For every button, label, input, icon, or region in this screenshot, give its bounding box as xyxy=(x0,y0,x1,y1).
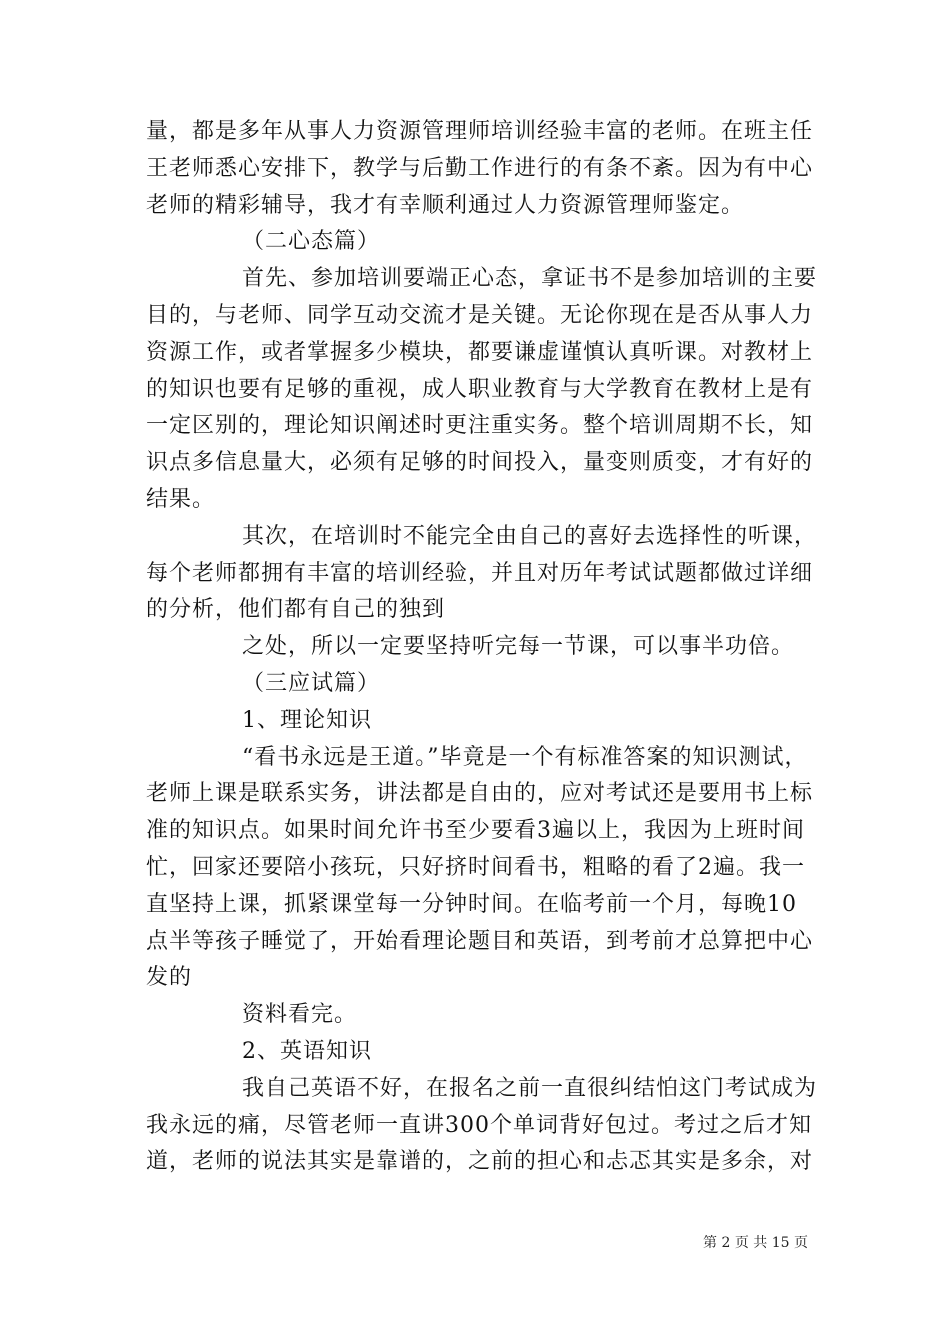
section-heading-mindset: （二心态篇） xyxy=(242,229,381,255)
paragraph-second: 其次，在培训时不能完全由自己的喜好去选择性的听课，每个老师都拥有丰富的培训经验，并且对历年考试试题都做过详细的分析，他们都有自己的独到 xyxy=(146,523,818,623)
paragraph-first: 首先、参加培训要端正心态，拿证书不是参加培训的主要目的，与老师、同学互动交流才是关键。无论你现在是否从事人力资源工作，或者掌握多少模块，都要谦虚谨慎认真听课。对教材上的知识也要有足够的重视，成人职业教育与大学教育在教材上是有一定区别的，理论知识阐述时更注重实务。整个培训周期不长，知识点多信息量大，必须有足够的时间投入，量变则质变，才有好的结果。 xyxy=(146,266,818,512)
paragraph-second-tail: 之处，所以一定要坚持听完每一节课，可以事半功倍。 xyxy=(242,634,795,660)
paragraph-theory-tail: 资料看完。 xyxy=(242,1002,358,1028)
section-heading-exam: （三应试篇） xyxy=(242,670,381,696)
paragraph-continuation: 量，都是多年从事人力资源管理师培训经验丰富的老师。在班主任王老师悉心安排下，教学与后勤工作进行的有条不紊。因为有中心老师的精彩辅导，我才有幸顺利通过人力资源管理师鉴定。 xyxy=(146,119,814,218)
paragraph-english: 我自己英语不好，在报名之前一直很纠结怕这门考试成为我永远的痛，尽管老师一直讲300个单词背好包过。考过之后才知道，老师的说法其实是靠谱的，之前的担心和忐忑其实是多余，对 xyxy=(146,1075,818,1175)
subheading-theory: 1、理论知识 xyxy=(242,707,372,733)
body-text xyxy=(146,114,818,1181)
page-number-footer: 第 2 页 共 15 页 xyxy=(703,1235,808,1251)
paragraph-theory: “看书永远是王道。”毕竟是一个有标准答案的知识测试，老师上课是联系实务，讲法都是自由的，应对考试还是要用书上标准的知识点。如果时间允许书至少要看3遍以上，我因为上班时间忙，回家还要陪小孩玩，只好挤时间看书，粗略的看了2遍。我一直坚持上课，抓紧课堂每一分钟时间。在临考前一个月，每晚10点半等孩子睡觉了，开始看理论题目和英语，到考前才总算把中心发的 xyxy=(146,744,814,991)
subheading-english: 2、英语知识 xyxy=(242,1038,372,1064)
